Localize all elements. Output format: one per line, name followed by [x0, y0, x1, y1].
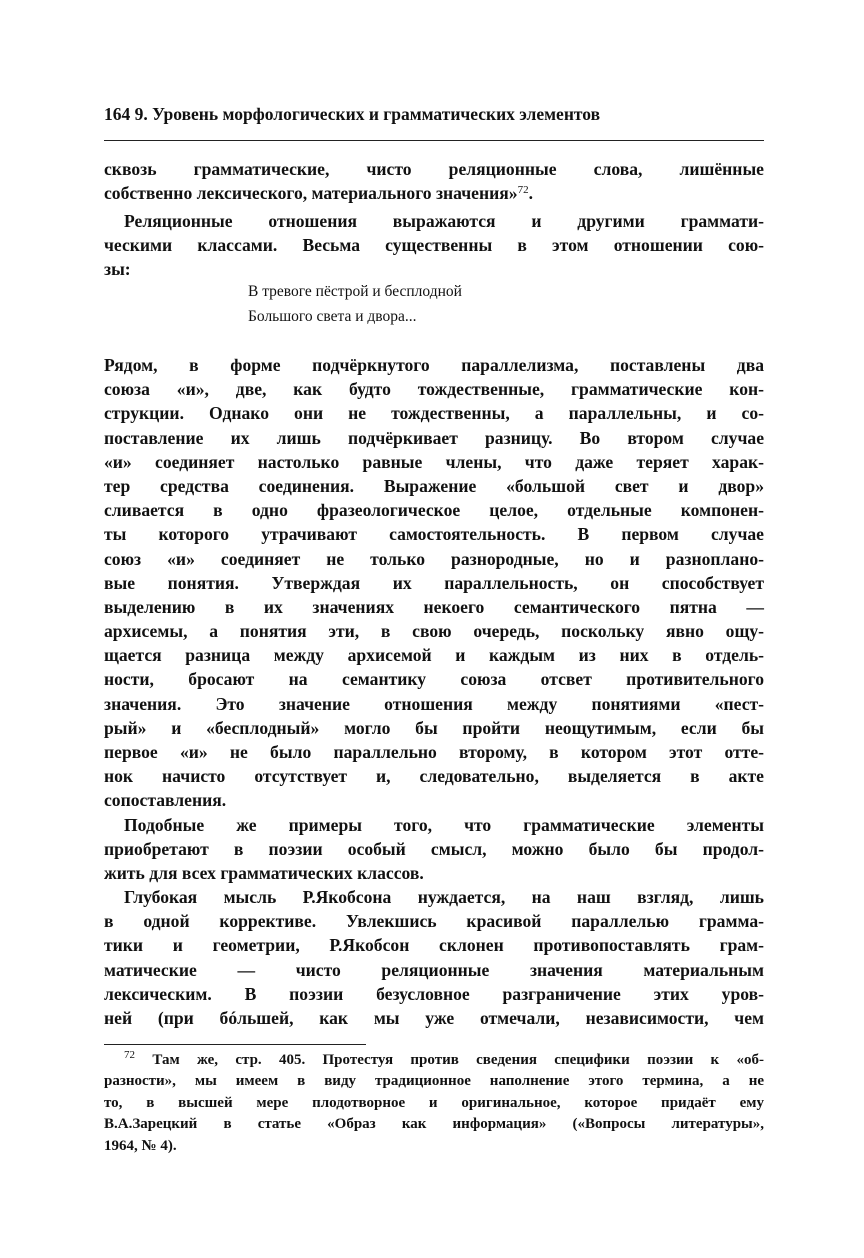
paragraph-1 — [104, 157, 764, 205]
text-line: значения. Это значение отношения между понятиями «пест- — [104, 693, 764, 714]
text-line: Подобные же примеры того, что грамматические элементы — [124, 815, 764, 835]
text-line: сквозь грамматические, чисто реляционные слова, лишённые — [104, 159, 764, 179]
text-line: струкции. Однако они не тождественны, а параллельны, и со- — [104, 403, 764, 424]
text-line: сливается в одно фразеологическое целое, отдельные компонен- — [104, 500, 764, 521]
text-line: нок начисто отсутствует и, следовательно, выделяется в акте — [104, 766, 764, 787]
paragraph-3 — [104, 353, 764, 813]
footnote-line: то, в высшей мере плодотворное и оригинальное, которое придаёт ему — [104, 1094, 764, 1111]
paragraph-4 — [104, 813, 764, 886]
text-line: Глубокая мысль Р.Якобсона нуждается, на наш взгляд, лишь — [124, 887, 764, 907]
text-line: щается разница между архисемой и каждым из них в отдель- — [104, 645, 764, 666]
text-line: ней (при бóльшей, как мы уже отмечали, независимости, чем — [104, 1007, 764, 1028]
text-line: союз «и» соединяет не только разнородные, но и разноплано- — [104, 548, 764, 569]
text-line: первое «и» не было параллельно второму, в котором этот отте- — [104, 742, 764, 762]
chapter-title: 9. Уровень морфологических и грамматических элементов — [134, 104, 601, 124]
footnote-line: В.А.Зарецкий в статье «Образ как информация» («Вопросы литературы», — [104, 1116, 764, 1133]
text-line: приобретают в поэзии особый смысл, можно было бы продол- — [104, 839, 764, 860]
text-line: Реляционные отношения выражаются и другими граммати- — [124, 211, 764, 231]
verse-line: Большого света и двора... — [248, 308, 417, 325]
text-line: вые понятия. Утверждая их параллельность, он способствует — [104, 572, 764, 593]
text-line-content: собственно лексического, материального значения» — [104, 183, 518, 204]
text-line-end: . — [528, 183, 533, 204]
paragraph-5 — [104, 885, 764, 1030]
text-line: выделению в их значениях некоего семантического пятна — — [104, 596, 764, 617]
footnote-line: 1964, № 4). — [104, 1137, 177, 1154]
text-line: ты которого утрачивают самостоятельность. В первом случае — [104, 524, 764, 545]
text-line: матические — чисто реляционные значения материальным — [104, 959, 764, 980]
running-header — [104, 104, 764, 125]
text-line: ческими классами. Весьма существенны в этом отношении сою- — [104, 235, 764, 256]
text-line: архисемы, а понятия эти, в свою очередь, поскольку явно ощу- — [104, 621, 764, 642]
text-line: в одной коррективе. Увлекшись красивой параллелью грамма- — [104, 911, 764, 932]
footnote-mark: 72 — [124, 1049, 135, 1061]
text-line: лексическим. В поэзии безусловное разграничение этих уров- — [104, 983, 764, 1004]
text-line: тер средства соединения. Выражение «большой свет и двор» — [104, 475, 764, 496]
footnote-line — [104, 1050, 764, 1071]
text-line — [104, 181, 764, 205]
text-line: сопоставления. — [104, 790, 227, 811]
text-line: тики и геометрии, Р.Якобсон склонен противопоставлять грам- — [104, 935, 764, 956]
verse-quote — [248, 279, 462, 329]
text-line: союза «и», две, как будто тождественные, грамматические кон- — [104, 379, 764, 400]
text-line: жить для всех грамматических классов. — [104, 863, 424, 884]
text-line: зы: — [104, 259, 131, 280]
text-line: ности, бросают на семантику союза отсвет противительного — [104, 669, 764, 690]
header-rule — [104, 140, 764, 141]
verse-line: В тревоге пёстрой и бесплодной — [248, 283, 462, 300]
page-number: 164 — [104, 104, 131, 124]
paragraph-2 — [104, 209, 764, 282]
text-line: поставление их лишь подчёркивает разницу. Во втором случае — [104, 427, 764, 448]
footnote-line: разности», мы имеем в виду традиционное наполнение этого термина, а не — [104, 1073, 764, 1090]
footnote-72 — [104, 1050, 764, 1157]
footnote-ref: 72 — [517, 184, 529, 197]
text-line: Рядом, в форме подчёркнутого параллелизма, поставлены два — [104, 355, 764, 375]
footnote-text: Там же, стр. 405. Протестуя против сведения специфики поэзии к «об- — [152, 1052, 764, 1068]
footnote-rule — [104, 1044, 366, 1045]
text-line: рый» и «бесплодный» могло бы пройти неощутимым, если бы — [104, 717, 764, 738]
text-line: «и» соединяет настолько равные члены, что даже теряет харак- — [104, 451, 764, 472]
